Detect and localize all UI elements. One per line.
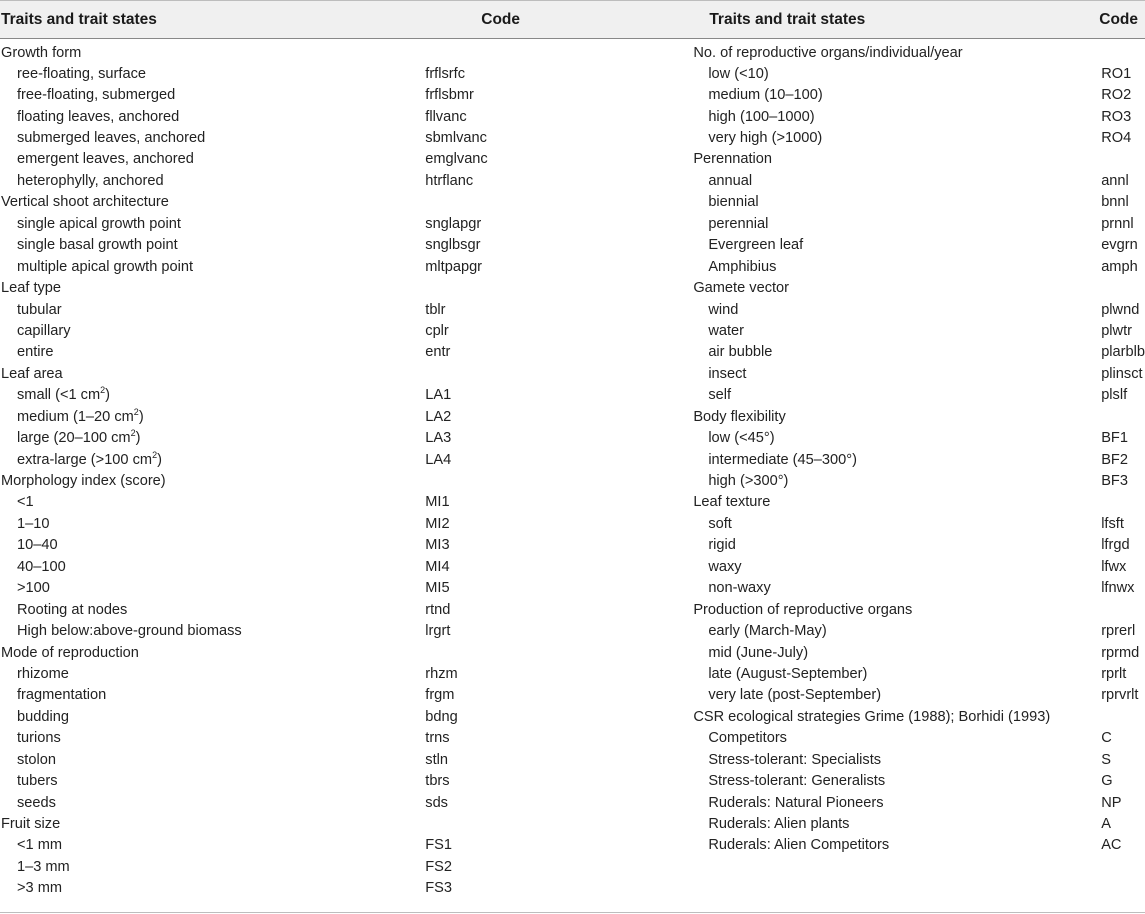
trait-state-left (0, 728, 425, 749)
code-right: A (1101, 816, 1111, 833)
code-left: tblr (425, 301, 446, 318)
code-left: FS1 (425, 837, 453, 854)
trait-state-left (0, 385, 425, 406)
trait-state-right: Amphibius (708, 258, 777, 275)
trait-label: Vertical shoot architecture (1, 194, 169, 211)
code-right: plslf (1101, 387, 1128, 404)
trait-label: entire (17, 344, 54, 361)
code-right: annl (1101, 172, 1129, 189)
superscript: 2 (152, 449, 158, 460)
header-code-left: Code (425, 1, 691, 39)
code-right: amph (1101, 258, 1138, 275)
trait-label: seeds (17, 794, 56, 811)
code-left (425, 813, 691, 834)
table-row (0, 170, 1145, 191)
trait-state-right: waxy (708, 558, 742, 575)
trait-label: High below:above-ground biomass (17, 623, 242, 640)
trait-label: <1 (17, 494, 34, 511)
trait-state-left (0, 256, 425, 277)
code-left: tbrs (425, 773, 450, 790)
table-row (0, 127, 1145, 148)
table-row (0, 492, 1145, 513)
trait-state-right: early (March-May) (708, 623, 827, 640)
code-right: evgrn (1101, 237, 1138, 254)
code-right: lfwx (1101, 558, 1127, 575)
table-row (0, 235, 1145, 256)
table-row (0, 320, 1145, 341)
trait-state-right: insect (708, 365, 747, 382)
code-right: BF3 (1101, 473, 1128, 490)
trait-state-left (0, 427, 425, 448)
code-left: lrgrt (425, 623, 451, 640)
table-row (0, 256, 1145, 277)
code-left (425, 277, 691, 298)
code-right (1099, 492, 1145, 513)
trait-state-right: soft (708, 515, 732, 532)
trait-state-right: Ruderals: Alien plants (708, 816, 850, 833)
trait-state-left (0, 706, 425, 727)
trait-label: rhizome (17, 665, 69, 682)
code-left: snglapgr (425, 215, 482, 232)
code-right: NP (1101, 794, 1122, 811)
table-row (0, 835, 1145, 856)
table-row (0, 39, 1145, 64)
trait-label: Rooting at nodes (17, 601, 128, 618)
table-row (0, 385, 1145, 406)
trait-state-right: mid (June-July) (708, 644, 809, 661)
code-left: frflsbmr (425, 87, 474, 104)
trait-label: fragmentation (17, 687, 107, 704)
trait-state-right: intermediate (45–300°) (708, 451, 857, 468)
trait-heading-left (0, 642, 425, 663)
code-right: plinsct (1101, 365, 1143, 382)
code-left: frflsrfc (425, 65, 465, 82)
trait-state-right: Evergreen leaf (708, 237, 804, 254)
code-left: frgm (425, 687, 455, 704)
table-row (0, 856, 1145, 877)
table-row (0, 299, 1145, 320)
code-left: cplr (425, 322, 449, 339)
table-row (0, 213, 1145, 234)
table-row (0, 663, 1145, 684)
code-right: AC (1101, 837, 1122, 854)
table-body (0, 39, 1145, 900)
code-left: rtnd (425, 601, 451, 618)
trait-heading-left (0, 39, 425, 64)
trait-label: single basal growth point (17, 237, 178, 254)
code-right (1099, 856, 1145, 877)
table-row (0, 149, 1145, 170)
trait-state-left (0, 620, 425, 641)
trait-heading-right: Production of reproductive organs (693, 601, 913, 618)
bottom-rule (0, 912, 1145, 913)
code-left: emglvanc (425, 151, 488, 168)
trait-state-left (0, 170, 425, 191)
trait-state-left (0, 835, 425, 856)
header-code-right: Code (1099, 1, 1145, 39)
code-right: C (1101, 730, 1112, 747)
trait-label: Leaf type (1, 280, 62, 297)
superscript: 2 (130, 428, 136, 439)
trait-state-left (0, 770, 425, 791)
trait-label: free-floating, submerged (17, 87, 176, 104)
trait-state-right: very late (post-September) (708, 687, 882, 704)
trait-state-right: Competitors (708, 730, 787, 747)
trait-state-left (0, 792, 425, 813)
trait-label: budding (17, 708, 69, 725)
trait-state-right: air bubble (708, 344, 773, 361)
trait-label: Growth form (1, 45, 82, 61)
trait-label: medium (1–20 cm (17, 408, 134, 425)
table-row (0, 470, 1145, 491)
code-left: stln (425, 751, 448, 768)
code-left: MI2 (425, 515, 450, 532)
trait-state-right: rigid (708, 537, 736, 554)
table-row (0, 728, 1145, 749)
trait-state-right: self (708, 387, 732, 404)
trait-state-left (0, 556, 425, 577)
trait-label: 1–3 mm (17, 858, 70, 875)
code-left: LA3 (425, 430, 452, 447)
trait-state-left (0, 856, 425, 877)
trait-label: submerged leaves, anchored (17, 130, 206, 147)
trait-heading-left (0, 192, 425, 213)
table-row (0, 813, 1145, 834)
code-left: entr (425, 344, 451, 361)
superscript: 2 (133, 406, 139, 417)
code-right: bnnl (1101, 194, 1129, 211)
table-row (0, 642, 1145, 663)
code-right (1099, 406, 1145, 427)
trait-label: >100 (17, 580, 50, 597)
code-right: plwnd (1101, 301, 1140, 318)
code-left: sds (425, 794, 448, 811)
code-left (425, 363, 691, 384)
code-left: snglbsgr (425, 237, 481, 254)
code-left (425, 192, 691, 213)
trait-label: 1–10 (17, 515, 50, 532)
code-right (1099, 149, 1145, 170)
trait-label: small (<1 cm (17, 387, 101, 404)
trait-heading-left (0, 277, 425, 298)
table-row (0, 620, 1145, 641)
trait-state-left (0, 599, 425, 620)
trait-state-left (0, 342, 425, 363)
trait-state-right: very high (>1000) (708, 130, 823, 147)
code-right: S (1101, 751, 1111, 768)
trait-state-left (0, 878, 425, 899)
table-row (0, 513, 1145, 534)
code-right: RO2 (1101, 87, 1132, 104)
trait-state-left (0, 63, 425, 84)
code-left: htrflanc (425, 172, 474, 189)
trait-state-left (0, 749, 425, 770)
trait-label: floating leaves, anchored (17, 108, 180, 125)
code-right: lfsft (1101, 515, 1124, 532)
trait-heading-right (691, 878, 1099, 899)
code-right: RO1 (1101, 65, 1132, 82)
code-left: trns (425, 730, 450, 747)
trait-state-left (0, 406, 425, 427)
trait-label-suffix: ) (157, 451, 162, 468)
trait-state-left (0, 492, 425, 513)
table-row (0, 406, 1145, 427)
trait-state-right: medium (10–100) (708, 87, 823, 104)
trait-label-suffix: ) (138, 408, 144, 425)
code-left: MI4 (425, 558, 450, 575)
table-row (0, 449, 1145, 470)
trait-state-right: Stress-tolerant: Generalists (708, 773, 886, 790)
trait-heading-right: CSR ecological strategies Grime (1988); Borhidi (1993) (693, 708, 1051, 725)
code-left: mltpapgr (425, 258, 483, 275)
trait-state-right: late (August-September) (708, 665, 868, 682)
trait-label: multiple apical growth point (17, 258, 194, 275)
trait-label: extra-large (>100 cm (17, 451, 153, 468)
trait-state-right: high (100–1000) (708, 108, 815, 125)
trait-heading-right: Leaf texture (693, 494, 771, 511)
table-header-row (0, 1, 1145, 39)
trait-label: large (20–100 cm (17, 430, 131, 447)
trait-state-left (0, 685, 425, 706)
code-left: FS3 (425, 880, 453, 897)
trait-state-left (0, 578, 425, 599)
trait-state-left (0, 213, 425, 234)
trait-heading-right: Gamete vector (693, 280, 790, 297)
code-left: rhzm (425, 665, 458, 682)
trait-label: tubular (17, 301, 62, 318)
trait-label-suffix: ) (105, 387, 111, 404)
trait-label: turions (17, 730, 61, 747)
table-row (0, 599, 1145, 620)
code-left: FS2 (425, 858, 453, 875)
trait-label: heterophylly, anchored (17, 172, 164, 189)
code-right: RO4 (1101, 130, 1132, 147)
trait-state-left (0, 149, 425, 170)
code-left: MI5 (425, 580, 450, 597)
trait-state-left (0, 663, 425, 684)
trait-state-right: Stress-tolerant: Specialists (708, 751, 882, 768)
code-left: MI1 (425, 494, 450, 511)
code-right: plarblb (1101, 344, 1145, 361)
code-right: rprvrlt (1101, 687, 1139, 704)
trait-state-right: biennial (708, 194, 759, 211)
table-row (0, 578, 1145, 599)
code-left: MI3 (425, 537, 450, 554)
table-row (0, 192, 1145, 213)
trait-state-left (0, 513, 425, 534)
code-right: BF1 (1101, 430, 1128, 447)
table-row (0, 427, 1145, 448)
code-left (425, 470, 691, 491)
trait-state-left (0, 320, 425, 341)
trait-label: Leaf area (1, 365, 63, 382)
code-right: rprlt (1101, 665, 1127, 682)
code-right: plwtr (1101, 322, 1132, 339)
table-row (0, 770, 1145, 791)
table-row (0, 792, 1145, 813)
trait-label: ree-floating, surface (17, 65, 146, 82)
trait-heading-left (0, 363, 425, 384)
trait-label: stolon (17, 751, 56, 768)
table-row (0, 535, 1145, 556)
code-left: LA1 (425, 387, 452, 404)
header-traits-left: Traits and trait states (0, 1, 425, 39)
table-row (0, 556, 1145, 577)
trait-state-right: high (>300°) (708, 473, 789, 490)
code-right: prnnl (1101, 215, 1134, 232)
code-right (1099, 277, 1145, 298)
code-right: BF2 (1101, 451, 1128, 468)
table-row (0, 878, 1145, 899)
trait-state-right: wind (708, 301, 739, 318)
trait-label-suffix: ) (135, 430, 141, 447)
code-left: LA4 (425, 451, 452, 468)
code-right: lfrgd (1101, 537, 1130, 554)
trait-label: Morphology index (score) (1, 473, 166, 490)
trait-state-left (0, 449, 425, 470)
trait-state-left (0, 84, 425, 105)
trait-label: 10–40 (17, 537, 58, 554)
superscript: 2 (100, 385, 106, 396)
table-row (0, 685, 1145, 706)
table-row (0, 277, 1145, 298)
code-right: rprmd (1101, 644, 1140, 661)
table-row (0, 749, 1145, 770)
table-row (0, 84, 1145, 105)
table-row (0, 363, 1145, 384)
code-right (1099, 878, 1145, 899)
code-left (425, 642, 691, 663)
trait-state-left (0, 235, 425, 256)
trait-label: tubers (17, 773, 58, 790)
trait-label: Fruit size (1, 816, 61, 833)
code-right (1099, 706, 1145, 727)
header-traits-right: Traits and trait states (691, 1, 1099, 39)
trait-state-right: perennial (708, 215, 769, 232)
trait-label: 40–100 (17, 558, 66, 575)
trait-heading-right: Perennation (693, 151, 773, 168)
table-row (0, 63, 1145, 84)
code-left: bdng (425, 708, 458, 725)
trait-label: capillary (17, 322, 71, 339)
code-left (425, 39, 691, 64)
table-row (0, 342, 1145, 363)
trait-state-right: low (<45°) (708, 430, 775, 447)
code-right: RO3 (1101, 108, 1132, 125)
trait-state-left (0, 535, 425, 556)
trait-state-left (0, 106, 425, 127)
trait-heading-right: No. of reproductive organs/individual/year (693, 45, 963, 61)
trait-label: Mode of reproduction (1, 644, 139, 661)
trait-state-left (0, 127, 425, 148)
trait-label: >3 mm (17, 880, 63, 897)
code-right (1099, 599, 1145, 620)
trait-state-left (0, 299, 425, 320)
code-right: G (1101, 773, 1113, 790)
table-row (0, 706, 1145, 727)
trait-state-right: low (<10) (708, 65, 769, 82)
trait-heading-left (0, 470, 425, 491)
code-right: lfnwx (1101, 580, 1135, 597)
trait-state-right: Ruderals: Natural Pioneers (708, 794, 884, 811)
code-left: fllvanc (425, 108, 467, 125)
trait-label: single apical growth point (17, 215, 181, 232)
code-right (1099, 39, 1145, 64)
trait-heading-right (691, 856, 1099, 877)
trait-label: emergent leaves, anchored (17, 151, 194, 168)
code-right: rprerl (1101, 623, 1136, 640)
trait-label: <1 mm (17, 837, 63, 854)
trait-state-right: non-waxy (708, 580, 771, 597)
trait-state-right: Ruderals: Alien Competitors (708, 837, 890, 854)
code-left: LA2 (425, 408, 452, 425)
trait-state-right: annual (708, 172, 753, 189)
trait-state-right: water (708, 322, 744, 339)
table-row (0, 106, 1145, 127)
trait-heading-left (0, 813, 425, 834)
code-left: sbmlvanc (425, 130, 487, 147)
trait-heading-right: Body flexibility (693, 408, 786, 425)
